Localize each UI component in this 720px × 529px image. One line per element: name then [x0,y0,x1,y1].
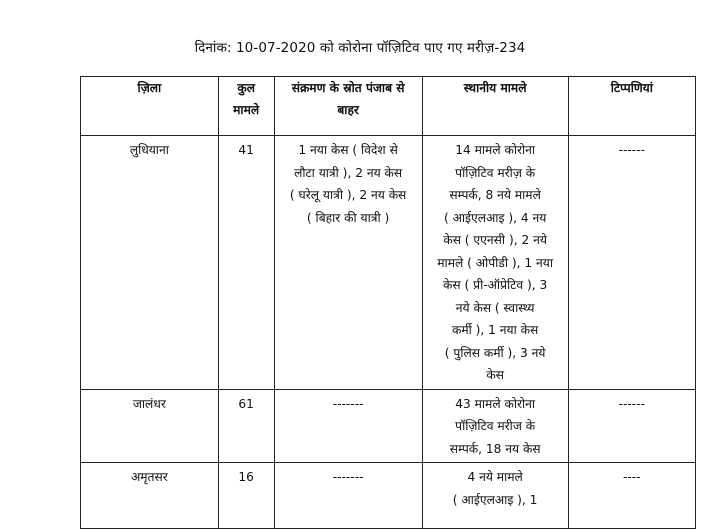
table-row [81,389,696,463]
header-district: ज़िला [81,77,219,136]
header-source-outside-punjab: संक्रमण के स्रोत पंजाब से बाहर [274,77,422,136]
cell-district: जालंधर [81,389,219,463]
cell-total-cases: 16 [218,463,274,529]
cell-remarks: ------ [568,136,695,390]
header-remarks: टिप्पणियां [568,77,695,136]
cell-source: ------- [274,463,422,529]
cell-source: ------- [274,389,422,463]
cell-local-cases: 14 मामले कोरोना पॉज़िटिव मरीज़ के सम्पर्क, 8 नये मामले ( आईएलआइ ), 4 नय केस ( एएनसी ), 2 नये मामले ( ओपीडी ), 1 नया केस ( प्री-ऑप्रेटिव ), 3 नये केस ( स्वास्थ्य कर्मी ), 1 नया केस ( पुलिस कर्मी ), 3 नये केस [422,136,568,390]
table-row [81,463,696,529]
cell-local-cases: 4 नये मामले ( आईएलआइ ), 1 [422,463,568,529]
table-header-row [81,77,696,136]
document-title: दिनांक: 10-07-2020 को कोरोना पॉज़िटिव पाए गए मरीज़-234 [194,40,526,56]
cell-total-cases: 61 [218,389,274,463]
cell-total-cases: 41 [218,136,274,390]
covid-cases-table [80,76,696,529]
table-body [81,136,696,529]
cell-remarks: ---- [568,463,695,529]
cell-district: लुधियाना [81,136,219,390]
header-total-cases: कुल मामले [218,77,274,136]
cell-local-cases: 43 मामले कोरोना पॉज़िटिव मरीज के सम्पर्क, 18 नय केस [422,389,568,463]
table-row [81,136,696,390]
table-header [81,77,696,136]
cell-remarks: ------ [568,389,695,463]
cell-source: 1 नया केस ( विदेश से लौटा यात्री ), 2 नय केस ( घरेलू यात्री ), 2 नय केस ( बिहार की यात्री ) [274,136,422,390]
cell-district: अमृतसर [81,463,219,529]
header-local-cases: स्थानीय मामले [422,77,568,136]
